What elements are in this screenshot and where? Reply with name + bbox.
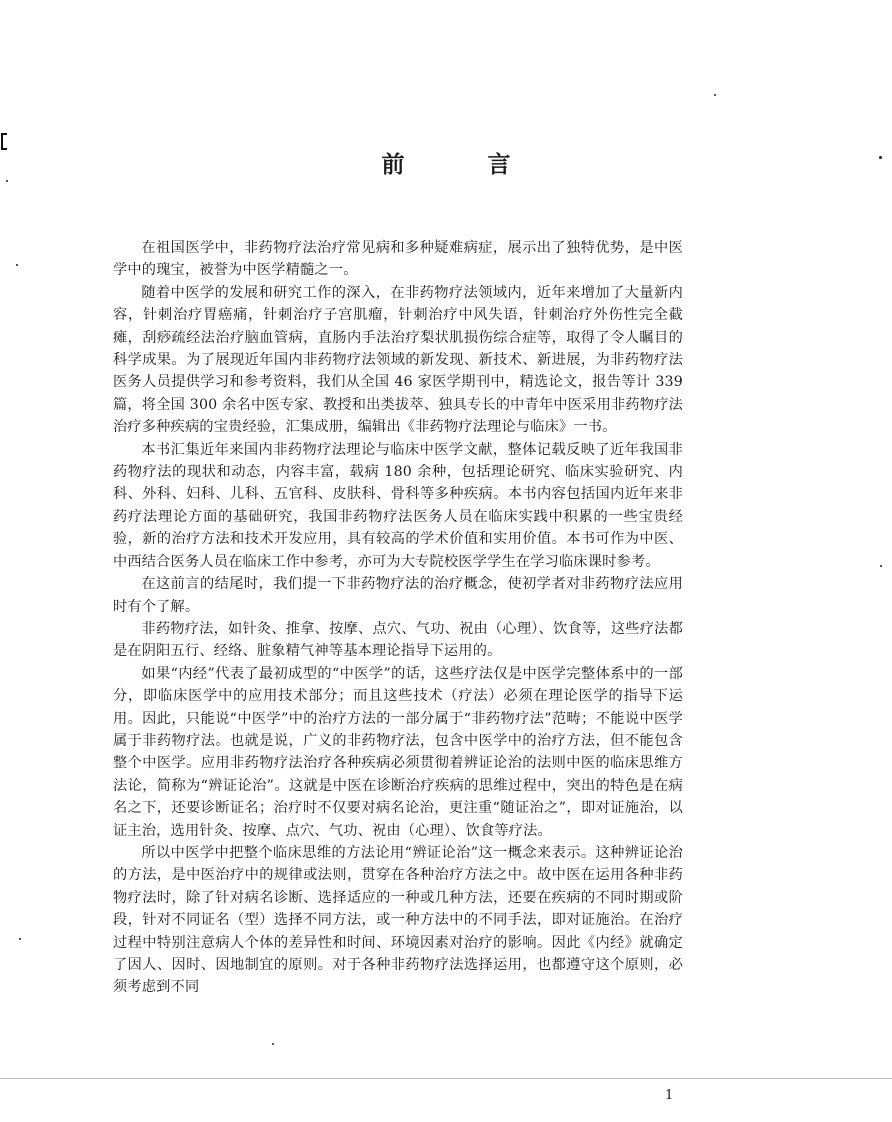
speck	[714, 94, 716, 96]
preface-body	[113, 237, 683, 999]
speck	[6, 180, 8, 182]
paragraph-5: 非药物疗法，如针灸、推拿、按摩、点穴、气功、祝由（心理）、饮食等，这些疗法都是在阴阳五行、经络、脏象精气神等基本理论指导下运用的。	[113, 620, 683, 660]
page-title: 前 言	[381, 152, 541, 178]
speck	[19, 938, 21, 940]
paragraph-3: 本书汇集近年来国内非药物疗法理论与临床中医学文献，整体记载反映了近年我国非药物疗法的现状和动态，内容丰富，载病 180 余种，包括理论研究、临床实验研究、内科、外科、妇科、儿科、五官科、皮肤科、骨科等多种疾病。本书内容包括国内近年来非药疗法理论方面的基础研究，我国非药物疗法医务人员在临床实践中积累的一些宝贵经验，新的治疗方法和技术开发应用，具有较高的学术价值和实用价值。本书可作为中医、中西结合医务人员在临床工作中参考，亦可为大专院校医学学生在学习临床课时参考。	[113, 441, 683, 570]
paragraph-6: 如果“内经”代表了最初成型的“中医学”的话，这些疗法仅是中医学完整体系中的一部分，即临床医学中的应用技术部分；而且这些技术（疗法）必须在理论医学的指导下运用。因此，只能说“中医学”中的治疗方法的一部分属于“非药物疗法”范畴；不能说中医学属于非药物疗法。也就是说，广义的非药物疗法，包含中医学中的治疗方法，但不能包含整个中医学。应用非药物疗法治疗各种疾病必须贯彻着辨证论治的法则中医的临床思维方法论，简称为“辨证论治”。这就是中医在诊断治疗疾病的思维过程中，突出的特色是在病名之下，还要诊断证名；治疗时不仅要对病名论治，更注重“随证治之”，即对证施治，以证主治，选用针灸、按摩、点穴、气功、祝由（心理）、饮食等疗法。	[113, 665, 683, 839]
paragraph-2: 随着中医学的发展和研究工作的深入，在非药物疗法领域内，近年来增加了大量新内容，针刺治疗胃癌痛，针刺治疗子宫肌瘤，针刺治疗中风失语，针刺治疗外伤性完全截瘫，刮痧疏经法治疗脑血管病，直肠内手法治疗梨状肌损伤综合症等，取得了令人瞩目的科学成果。为了展现近年国内非药物疗法领域的新发现、新技术、新进展，为非药物疗法医务人员提供学习和参考资料，我们从全国 46 家医学期刊中，精选论文，报告等计 339 篇，将全国 300 余名中医专家、教授和出类拔萃、独具专长的中青年中医采用非药物疗法治疗多种疾病的宝贵经验，汇集成册，编辑出《非药物疗法理论与临床》一书。	[113, 284, 683, 436]
speck	[879, 156, 882, 159]
scan-artifact-line	[0, 1078, 892, 1079]
paragraph-1: 在祖国医学中，非药物疗法治疗常见病和多种疑难病症，展示出了独特优势，是中医学中的瑰宝，被誉为中医学精髓之一。	[113, 240, 683, 279]
speck	[272, 1043, 274, 1045]
speck	[880, 565, 882, 567]
paragraph-4: 在这前言的结尾时，我们提一下非药物疗法的治疗概念，使初学者对非药物疗法应用时有个了解。	[113, 576, 683, 615]
speck	[16, 264, 18, 266]
paragraph-7: 所以中医学中把整个临床思维的方法论用“辨证论治”这一概念来表示。这种辨证论治的方法，是中医治疗中的规律或法则，贯穿在各种治疗方法之中。故中医在运用各种非药物疗法时，除了针对病名诊断、选择适应的一种或几种方法，还要在疾病的不同时期或阶段，针对不同证名（型）选择不同方法，或一种方法中的不同手法，即对证施治。在治疗过程中特别注意病人个体的差异性和时间、环境因素对治疗的影响。因此《内经》就确定了因人、因时、因地制宜的原则。对于各种非药物疗法选择运用，也都遵守这个原则，必须考虑到不同	[113, 844, 683, 996]
page-number: 1	[665, 1088, 674, 1103]
